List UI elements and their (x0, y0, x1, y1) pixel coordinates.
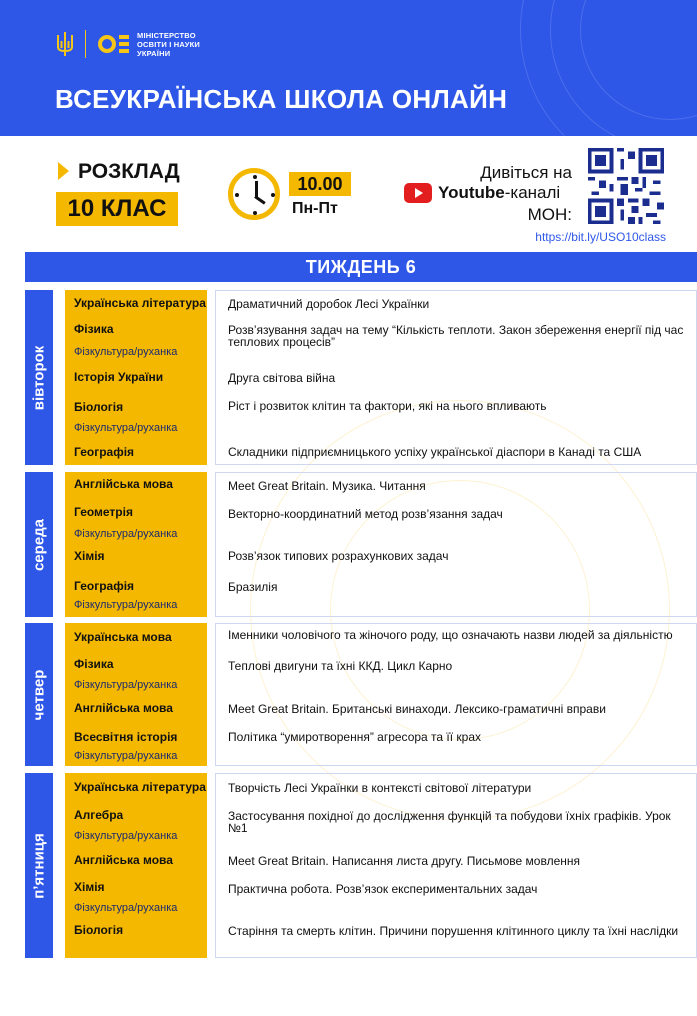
topic: Іменники чоловічого та жіночого роду, що означають назви людей за діяльністю (228, 628, 673, 642)
topic: Бразилія (228, 580, 278, 594)
subjects-column (65, 472, 207, 617)
subject: Всесвітня історія (74, 730, 178, 744)
subject: Біологія (74, 923, 124, 937)
topic: Складники підприємницького успіху української діаспори в Канаді та США (228, 445, 642, 459)
topic: Векторно-координатний метод розв’язання задач (228, 507, 503, 521)
watch-text-line2: Youtube-каналі (438, 183, 561, 202)
watch-text-line1: Дивіться на (480, 163, 572, 182)
youtube-row (404, 183, 560, 203)
watch-text-line3: МОН: (527, 205, 572, 224)
subject: Геометрія (74, 505, 133, 519)
subject: Українська література (74, 780, 206, 794)
subjects-column (65, 623, 207, 766)
subject: Географія (74, 445, 135, 459)
topic: Meet Great Britain. Музика. Читання (228, 479, 426, 493)
subject: Історія України (74, 370, 164, 384)
trident-icon (55, 31, 75, 57)
topic: Розв’язок типових розрахункових задач (228, 549, 449, 563)
youtube-icon (404, 183, 432, 203)
day-block-friday (25, 773, 697, 958)
subject: Англійська мова (74, 477, 173, 491)
subject-pe: Фізкультура/руханка (74, 830, 178, 842)
youtube-link[interactable]: https://bit.ly/USO10class (535, 230, 666, 244)
topics-column (215, 623, 697, 766)
ministry-logo (55, 30, 200, 58)
subject: Фізика (74, 657, 114, 671)
day-label-friday: п’ятниця (25, 773, 53, 958)
ministry-name: МІНІСТЕРСТВО ОСВІТИ І НАУКИ УКРАЇНИ (137, 30, 200, 58)
subject: Хімія (74, 549, 105, 563)
subject-pe: Фізкультура/руханка (74, 528, 178, 540)
qr-code[interactable] (588, 148, 664, 224)
arrow-icon (58, 162, 69, 180)
day-label-wednesday: середа (25, 472, 53, 617)
topic: Meet Great Britain. Написання листа другу. Письмове мовлення (228, 854, 581, 868)
subject-pe: Фізкультура/руханка (74, 422, 178, 434)
schedule-label: РОЗКЛАД (78, 160, 180, 183)
logo-divider (85, 30, 86, 58)
subjects-column (65, 290, 207, 465)
page-title: ВСЕУКРАЇНСЬКА ШКОЛА ОНЛАЙН (55, 84, 508, 114)
day-block-thursday (25, 623, 697, 766)
days-text: Пн-Пт (292, 200, 338, 217)
topic: Теплові двигуни та їхні ККД. Цикл Карно (228, 659, 453, 673)
topics-column (215, 773, 697, 958)
day-label-thursday: четвер (25, 623, 53, 766)
topic: Meet Great Britain. Британські винаходи. Лексико-граматичні вправи (228, 702, 606, 716)
topic: Друга світова війна (228, 371, 336, 385)
grade-badge: 10 КЛАС (56, 192, 178, 226)
topic: Застосування похідної до дослідження функцій та побудови їхніх графіків. Урок №1 (228, 809, 671, 835)
subject-pe: Фізкультура/руханка (74, 346, 178, 358)
subject: Англійська мова (74, 701, 173, 715)
topic: Розв’язування задач на тему “Кількість теплоти. Закон збереження енергії під час теплових процесів” (228, 323, 684, 349)
subject: Біологія (74, 400, 124, 414)
topic: Практична робота. Розв’язок експериментальних задач (228, 882, 538, 896)
clock-icon (228, 168, 280, 220)
subject: Англійська мова (74, 853, 173, 867)
day-label-tuesday: вівторок (25, 290, 53, 465)
subject-pe: Фізкультура/руханка (74, 750, 178, 762)
mon-logo-mark (98, 35, 129, 53)
subject: Фізика (74, 322, 114, 336)
subject-pe: Фізкультура/руханка (74, 679, 178, 691)
topic: Драматичний доробок Лесі Українки (228, 297, 430, 311)
topic: Політика “умиротворення” агресора та її крах (228, 730, 482, 744)
topics-column (215, 290, 697, 465)
week-title: ТИЖДЕНЬ 6 (25, 252, 697, 282)
subject: Хімія (74, 880, 105, 894)
day-block-tuesday (25, 290, 697, 465)
topic: Ріст і розвиток клітин та фактори, які на нього впливають (228, 399, 547, 413)
time-badge: 10.00 (289, 172, 351, 196)
subject-pe: Фізкультура/руханка (74, 599, 178, 611)
day-block-wednesday (25, 472, 697, 617)
subject: Географія (74, 579, 135, 593)
topics-column (215, 472, 697, 617)
subject: Українська мова (74, 630, 172, 644)
subject: Алгебра (74, 808, 124, 822)
header-banner (0, 0, 697, 136)
subject-pe: Фізкультура/руханка (74, 902, 178, 914)
subjects-column (65, 773, 207, 958)
topic: Творчість Лесі Українки в контексті світової літератури (228, 781, 532, 795)
subject: Українська література (74, 296, 206, 310)
topic: Старіння та смерть клітин. Причини порушення клітинного циклу та їхні наслідки (228, 924, 679, 938)
